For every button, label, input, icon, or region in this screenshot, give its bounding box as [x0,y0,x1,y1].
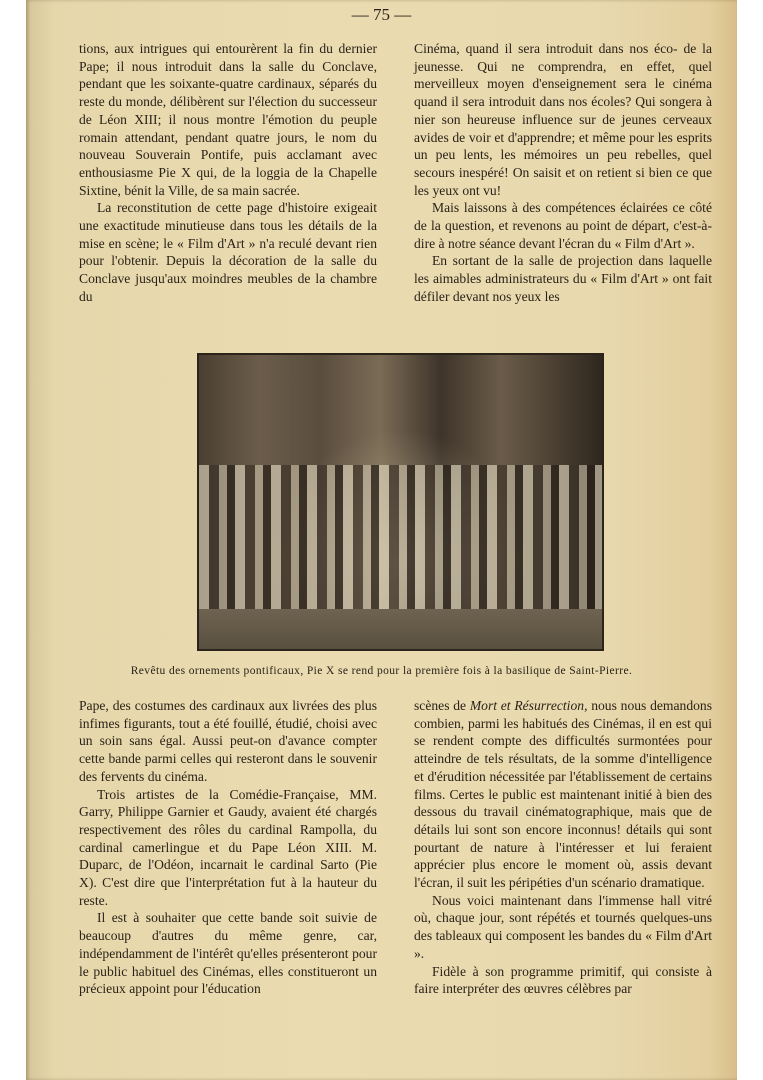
text: , nous nous demandons combien, parmi les habitués des Cinémas, il en est qui se rendent compte des difficultés surmontées pour atteindre de tels résultats, de la somme d'intelligence et d'érudition nécessitée par l'établissement de certains films. Certes le public est maintenant initié à bien des dessous du travail cinématographique, mais que de détails lui sont son encore inconnus! détails qui sont pourtant de nature à l'intéresser et lui feraient apprécier plus encore le moment où, assis devant l'écran, il suit les péripéties d'un scénario dramatique. [414,698,713,891]
photo-image [199,355,602,649]
film-title: Mort et Résurrection [469,698,585,713]
column-top-right [414,40,712,306]
paragraph: Il est à souhaiter que cette bande soit suivie de beaucoup d'autres du même genre, car, indépendamment de l'intérêt qu'elles présenteront pour le public habituel des Cinémas, elles constitueront un précieux appoint pour l'éducation [79,910,377,997]
paragraph: La reconstitution de cette page d'histoire exigeait une exactitude minutieuse dans tous les détails de la mise en scène; le « Film d'Art » n'a reculé devant rien pour l'obtenir. Depuis la décoration de la salle du Conclave jusqu'aux moindres meubles de la chambre du [79,200,377,304]
photo-crowd [199,465,602,615]
paragraph: Mais laissons à des compétences éclairées ce côté de la question, et revenons au point de départ, c'est-à-dire à notre séance devant l'écran du « Film d'Art ». [414,200,712,251]
text: scènes de [414,698,470,713]
paragraph: Pape, des costumes des cardinaux aux livrées des plus infimes figurants, tout a été fouillé, étudié, choisi avec un soin sans égal. Aussi peut-on d'avance compter cette bande parmi celles qui resteront dans le souvenir des fervents du cinéma. [79,698,377,784]
column-bottom-right [414,697,712,998]
photograph-figure [197,353,604,651]
page-number: — 75 — [351,5,412,24]
paragraph: Nous voici maintenant dans l'immense hall vitré où, chaque jour, sont répétés et tournés quelques-uns des tableaux qui composent les bandes du « Film d'Art ». [414,892,712,961]
photo-floor [199,609,602,649]
paragraph: Fidèle à son programme primitif, qui consiste à faire interpréter des œuvres célèbres par [414,963,712,997]
paragraph: En sortant de la salle de projection dans laquelle les aimables administrateurs du « Film d'Art » ont fait défiler devant nos yeux les [414,253,712,304]
book-page [26,0,737,1080]
figure-caption: Revêtu des ornements pontificaux, Pie X se rend pour la première fois à la basilique de Saint-Pierre. [130,665,633,677]
paragraph: tions, aux intrigues qui entourèrent la fin du dernier Pape; il nous introduit dans la salle du Conclave, pendant que les soixante-quatre cardinaux, séparés du reste du monde, délibèrent sur l'élection du successeur de Léon XIII; il nous montre l'émotion du peuple romain attendant, pendant quatre jours, le nom du nouveau Souverain Pontife, puis acclamant avec enthousiasme Pie X qui, de la loggia de la Chapelle Sixtine, bénit la Ville, de sa main sacrée. [79,41,377,198]
paragraph: Trois artistes de la Comédie-Française, MM. Garry, Philippe Garnier et Gaudy, avaient été chargés respectivement des rôles du cardinal Rampolla, du cardinal camerlingue et du Pape Léon XIII. M. Duparc, de l'Odéon, incarnait le cardinal Sarto (Pie X). C'est dire que l'interprétation fut à la hauteur du reste. [79,786,377,908]
paragraph [414,697,712,892]
column-bottom-left [79,697,377,998]
paragraph: Cinéma, quand il sera introduit dans nos éco- de la jeunesse. Qui ne comprendra, en effet, quel merveilleux moyen d'enseignement sera le cinéma quand il sera introduit dans nos écoles? Qui songera à nier son heureuse influence sur de jeunes cerveaux avides de voir et d'apprendre; et même pour les esprits un peu lents, les mémoires un peu rebelles, quel secours inespéré! On saisit et on retient si bien ce que les yeux ont vu! [414,41,712,198]
column-top-left [79,40,377,306]
